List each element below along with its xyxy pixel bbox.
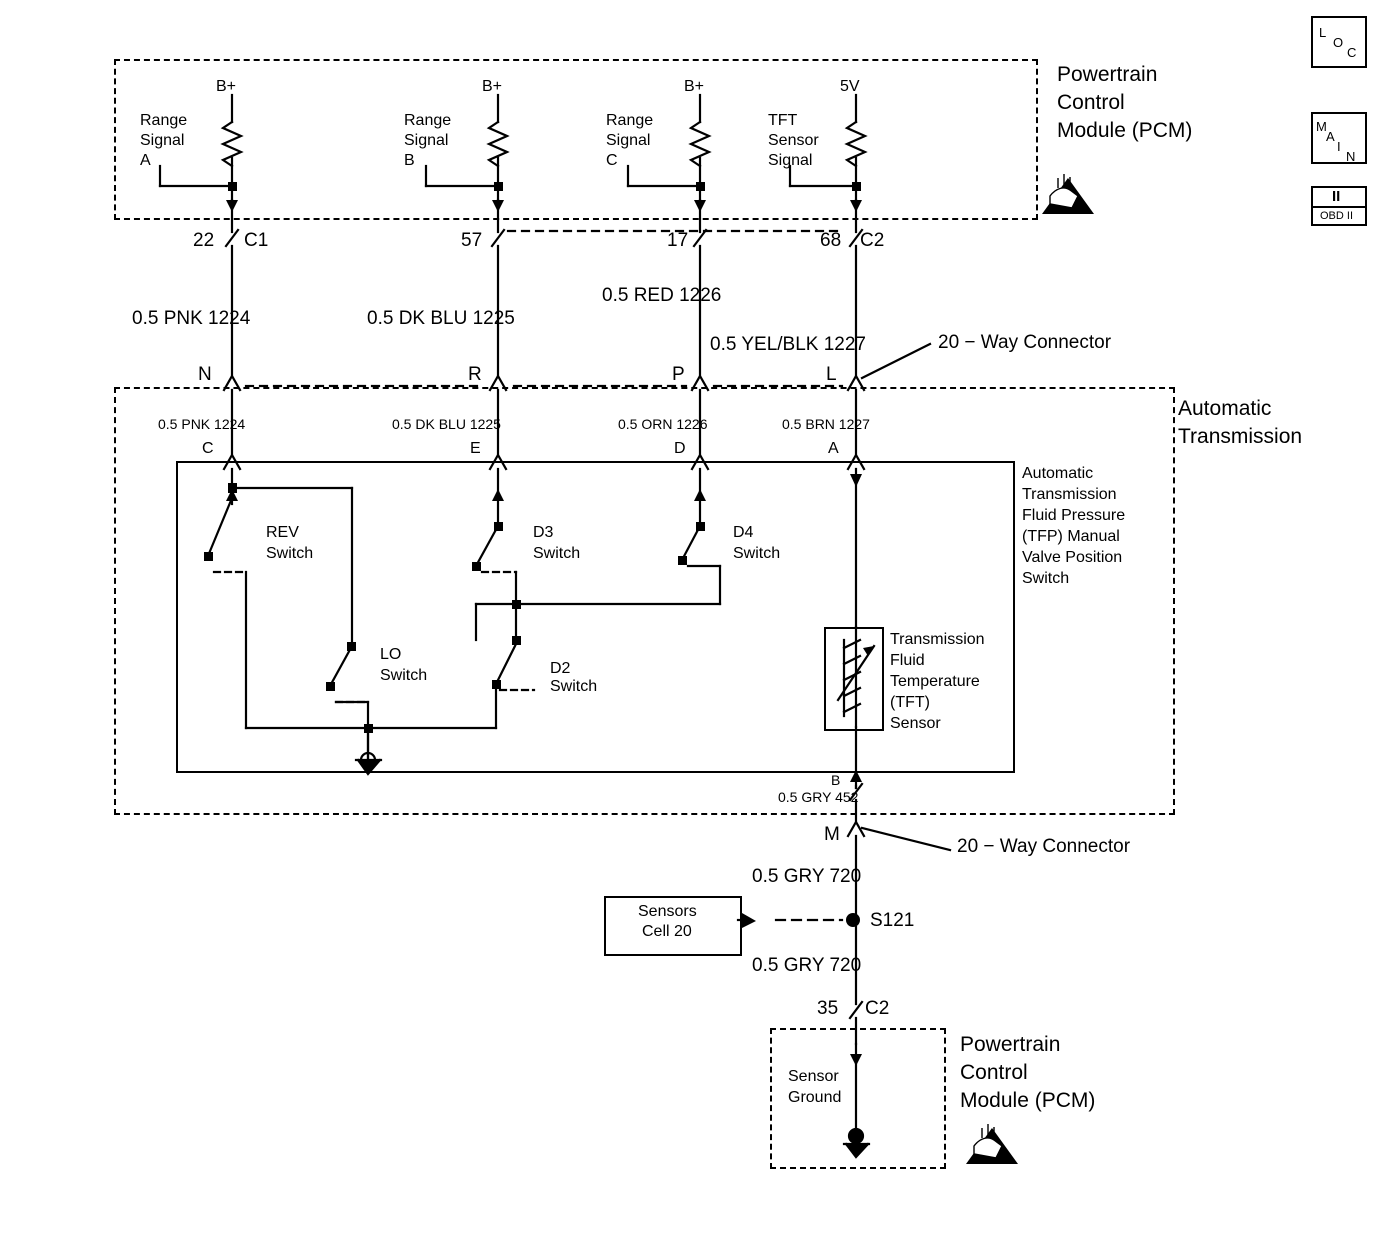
pcm-pin-2-number: 57	[461, 230, 483, 251]
switch-d2-label: D2	[550, 660, 571, 677]
inner-wire-label-dkblu-1225: 0.5 DK BLU 1225	[392, 416, 501, 432]
tfp-label-line-3: Fluid Pressure	[1022, 507, 1126, 524]
pcm-pin-4-connector: C2	[860, 230, 885, 251]
tfp-label-line-6: Switch	[1022, 570, 1070, 587]
splice-dot-s121	[846, 913, 860, 927]
pcm-pin-3-number: 17	[667, 230, 689, 251]
switch-lo-label: LO	[380, 646, 402, 663]
pcm-input-4-name-3: Signal	[768, 152, 813, 169]
inner-wire-label-pnk-1224: 0.5 PNK 1224	[158, 416, 246, 432]
wire-label-yelblk-1227: 0.5 YEL/BLK 1227	[710, 334, 866, 355]
lower-pin-number: 35	[817, 998, 839, 1019]
pcm-input-4-name-1: TFT	[768, 112, 798, 129]
ground-wire-pin-b: B	[831, 772, 841, 788]
tfp-label-line-2: Transmission	[1022, 486, 1117, 503]
connector-callout-bottom: 20 − Way Connector	[957, 836, 1131, 857]
pcm-input-2-name-2: Signal	[404, 132, 449, 149]
connector-pin-n: N	[198, 364, 212, 385]
tfp-pin-d: D	[674, 440, 686, 457]
lower-wire-label-upper: 0.5 GRY 720	[752, 866, 862, 887]
tfp-label-line-4: (TFP) Manual	[1022, 528, 1120, 545]
wire-label-dkblu-1225: 0.5 DK BLU 1225	[367, 308, 515, 329]
switch-rev-label: REV	[266, 524, 299, 541]
tft-sensor-box	[824, 627, 884, 731]
wire-label-pnk-1224: 0.5 PNK 1224	[132, 308, 251, 329]
automatic-transmission-label-line-2: Transmission	[1178, 425, 1303, 448]
esd-symbol-top	[1042, 174, 1094, 214]
pcm-input-3-name-3: C	[606, 152, 618, 169]
connector-callout-top: 20 − Way Connector	[938, 332, 1112, 353]
connector-pin-p: P	[672, 364, 685, 385]
pcm-input-2-name-1: Range	[404, 112, 452, 129]
switch-d2-sub: Switch	[550, 678, 598, 695]
splice-label-s121: S121	[870, 910, 915, 931]
tfp-label-line-5: Valve Position	[1022, 549, 1123, 566]
tfp-pin-e: E	[470, 440, 481, 457]
inner-wire-label-brn-1227: 0.5 BRN 1227	[782, 416, 870, 432]
pcm-input-3-supply: B+	[684, 78, 705, 95]
pcm-bottom-label-line-1: Powertrain	[960, 1033, 1061, 1056]
switch-d4-label: D4	[733, 524, 754, 541]
pcm-top-label-line-2: Control	[1057, 91, 1125, 114]
switch-d3-label: D3	[533, 524, 554, 541]
switch-d3-sub: Switch	[533, 545, 581, 562]
loc-icon-letter-o: O	[1333, 35, 1344, 50]
automatic-transmission-label-line-1: Automatic	[1178, 397, 1272, 420]
obd-ii-icon-divider	[1313, 206, 1365, 208]
main-icon-letter-m: M	[1316, 119, 1327, 134]
sensors-cell-line-1: Sensors	[638, 903, 697, 920]
lower-pin-connector: C2	[865, 998, 890, 1019]
pcm-pin-4-number: 68	[820, 230, 842, 251]
pcm-input-1-name-1: Range	[140, 112, 188, 129]
sensors-cell-line-2: Cell 20	[642, 923, 692, 940]
tfp-pin-a: A	[828, 440, 839, 457]
wire-label-red-1226: 0.5 RED 1226	[602, 285, 722, 306]
obd-ii-icon-sublabel: OBD II	[1320, 210, 1354, 222]
tft-sensor-label-line-2: Fluid	[890, 652, 925, 669]
main-icon-letter-n: N	[1346, 149, 1356, 164]
loc-icon-letter-c: C	[1347, 45, 1357, 60]
ground-wire-label: 0.5 GRY 452	[778, 789, 859, 805]
switch-rev-sub: Switch	[266, 545, 314, 562]
switch-lo-sub: Switch	[380, 667, 428, 684]
main-icon-letter-i: I	[1337, 139, 1341, 154]
pcm-input-3-name-1: Range	[606, 112, 654, 129]
tft-sensor-label-line-5: Sensor	[890, 715, 941, 732]
pcm-input-1-name-3: A	[140, 152, 151, 169]
connector-pin-l: L	[826, 364, 837, 385]
obd-ii-icon-label: II	[1332, 188, 1341, 205]
pcm-input-4-supply: 5V	[840, 78, 860, 95]
tfp-pin-c: C	[202, 440, 214, 457]
pcm-bottom-label-line-3: Module (PCM)	[960, 1089, 1096, 1112]
esd-symbol-bottom	[966, 1124, 1018, 1164]
sensor-ground-line-1: Sensor	[788, 1068, 839, 1085]
loc-icon-letter-l: L	[1319, 25, 1327, 40]
pcm-top-label-line-3: Module (PCM)	[1057, 119, 1193, 142]
pcm-top-label-line-1: Powertrain	[1057, 63, 1158, 86]
tft-sensor-label-line-3: Temperature	[890, 673, 980, 690]
pcm-input-1-name-2: Signal	[140, 132, 185, 149]
inner-wire-label-orn-1226: 0.5 ORN 1226	[618, 416, 708, 432]
tft-sensor-label-line-4: (TFT)	[890, 694, 930, 711]
pcm-input-2-supply: B+	[482, 78, 503, 95]
sensor-ground-line-2: Ground	[788, 1089, 842, 1106]
main-icon-letter-a: A	[1326, 129, 1335, 144]
lower-connector-pin-m: M	[824, 824, 840, 845]
tft-sensor-label-line-1: Transmission	[890, 631, 985, 648]
pcm-input-3-name-2: Signal	[606, 132, 651, 149]
switch-d4-sub: Switch	[733, 545, 781, 562]
connector-pin-r: R	[468, 364, 482, 385]
pcm-top-box	[114, 59, 1038, 220]
pcm-pin-1-number: 22	[193, 230, 215, 251]
pcm-input-4-name-2: Sensor	[768, 132, 819, 149]
pcm-bottom-label-line-2: Control	[960, 1061, 1028, 1084]
lower-wire-label-lower: 0.5 GRY 720	[752, 955, 862, 976]
pcm-input-2-name-3: B	[404, 152, 415, 169]
tfp-label-line-1: Automatic	[1022, 465, 1094, 482]
pcm-input-1-supply: B+	[216, 78, 237, 95]
pcm-pin-1-connector: C1	[244, 230, 269, 251]
